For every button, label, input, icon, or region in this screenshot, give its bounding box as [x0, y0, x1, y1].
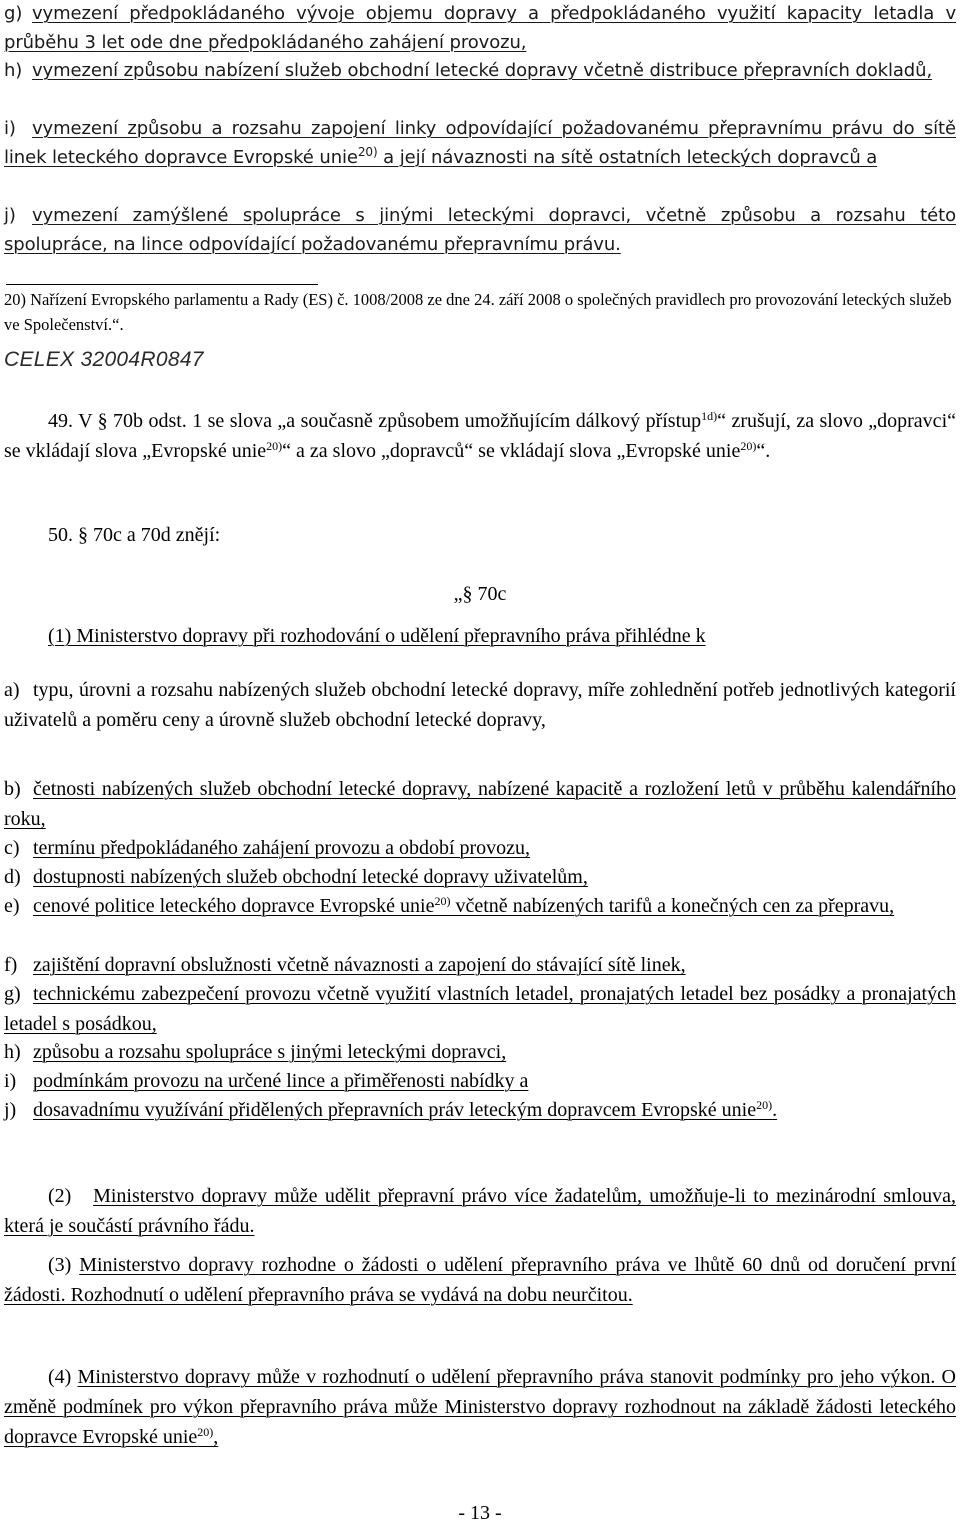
amendment-49: 49. V § 70b odst. 1 se slova „a současně způsobem umožňujícím dálkový přístup$^{1d)}$“ zrušují, za slovo „dopravci“ se vkládají slova „Evropské unie$^{20)}$“ a za slovo „dopravců“ se vkládají slova „Evropské unie$^{20)}$“. [4, 409, 956, 462]
footnote-ref: 20) [740, 439, 757, 453]
footnote-ref: 20) [434, 894, 451, 908]
sub-item-d [4, 862, 956, 892]
sub-item-text: způsobu a rozsahu spolupráce s jinými leteckými dopravci, [33, 1041, 507, 1063]
list-item-label: j) [4, 205, 16, 226]
list-item-j [4, 201, 956, 259]
sub-item-j [4, 1095, 956, 1125]
sub-item-label: g) [4, 983, 21, 1005]
list-item-text: vymezení způsobu a rozsahu zapojení linky odpovídající požadovanému přepravnímu právu do sítě linek leteckého dopravce Evropské unie$^{20)}$ a její návaznosti na sítě ostatních leteckých dopravců a [4, 118, 956, 168]
amendment-50: 50. § 70c a 70d znějí: [48, 524, 221, 546]
sub-item-text: podmínkám provozu na určené lince a přiměřenosti nabídky a [33, 1070, 529, 1092]
sub-item-text: termínu předpokládaného zahájení provozu a období provozu, [33, 837, 531, 859]
list-item-label: i) [4, 118, 16, 139]
celex-reference: CELEX 32004R0847 [4, 348, 204, 371]
subsection-number: (3) [48, 1254, 72, 1276]
sub-item-label: i) [4, 1070, 17, 1092]
sub-item-f [4, 950, 956, 980]
subsection-text: Ministerstvo dopravy rozhodne o žádosti o udělení přepravního práva ve lhůtě 60 dnů od doručení první žádosti. Rozhodnutí o udělení přepravního práva se vydává na dobu neurčitou. [4, 1254, 956, 1306]
list-item-label: h) [4, 60, 23, 81]
sub-item-text: zajištění dopravní obslužnosti včetně návaznosti a zapojení do stávající sítě linek, [33, 954, 686, 976]
footnote-ref: 20) [266, 439, 283, 453]
sub-item-text: četnosti nabízených služeb obchodní letecké dopravy, nabízené kapacitě a rozložení letů v průběhu kalendářního roku, [4, 778, 956, 830]
subsection-text: Ministerstvo dopravy může v rozhodnutí o udělení přepravního práva stanovit podmínky pro jeho výkon. O změně podmínek pro výkon přepravního práva může Ministerstvo dopravy rozhodnout na základě žádosti leteckého dopravce Evropské unie$^{20)}$, [4, 1366, 956, 1448]
footnote-ref: 20) [197, 1425, 214, 1439]
sub-item-e [4, 891, 956, 921]
footnote-ref: 20) [756, 1098, 773, 1112]
subsection-1-intro: (1) Ministerstvo dopravy při rozhodování o udělení přepravního práva přihlédne k [48, 625, 706, 647]
sub-item-text: typu, úrovni a rozsahu nabízených služeb obchodní letecké dopravy, míře zohlednění potřeb jednotlivých kategorií uživatelů a poměru ceny a úrovně služeb obchodní letecké dopravy, [4, 679, 956, 731]
footnote-ref: 20) [357, 145, 378, 159]
footnote: 20) Nařízení Evropského parlamentu a Rady (ES) č. 1008/2008 ze dne 24. září 2008 o společných pravidlech pro provozování leteckých služeb ve Společenství.“. [4, 290, 952, 334]
footnote-separator [6, 284, 318, 285]
sub-item-a [4, 675, 956, 735]
sub-item-i [4, 1066, 956, 1096]
sub-item-h [4, 1037, 956, 1067]
sub-item-label: f) [4, 954, 18, 976]
sub-item-b [4, 774, 956, 834]
subsection-number: (2) [48, 1185, 72, 1207]
list-item-text: vymezení způsobu nabízení služeb obchodní letecké dopravy včetně distribuce přepravních dokladů, [32, 60, 933, 81]
subsection-3 [4, 1250, 956, 1310]
sub-item-label: e) [4, 895, 20, 917]
page-number: - 13 - [458, 1502, 502, 1524]
list-item-label: g) [4, 3, 23, 24]
subsection-text: Ministerstvo dopravy může udělit přepravní právo více žadatelům, umožňuje-li to mezinárodní smlouva, která je součástí právního řádu. [4, 1185, 956, 1237]
list-item-g [4, 0, 956, 57]
sub-item-g [4, 979, 956, 1039]
subsection-2 [4, 1181, 956, 1241]
list-item-text: vymezení zamýšlené spolupráce s jinými leteckými dopravci, včetně způsobu a rozsahu této spolupráce, na lince odpovídající požadovanému přepravnímu právu. [4, 205, 956, 255]
sub-item-label: a) [4, 679, 20, 701]
sub-item-text: cenové politice leteckého dopravce Evropské unie$^{20)}$ včetně nabízených tarifů a konečných cen za přepravu, [33, 894, 895, 917]
sub-item-label: c) [4, 837, 20, 859]
sub-item-label: h) [4, 1041, 21, 1063]
list-item-text: vymezení předpokládaného vývoje objemu dopravy a předpokládaného využití kapacity letadla v průběhu 3 let ode dne předpokládaného zahájení provozu, [4, 3, 956, 53]
sub-item-c [4, 833, 956, 863]
subsection-4 [4, 1362, 956, 1452]
list-item-i [4, 114, 956, 172]
sub-item-label: j) [4, 1099, 17, 1121]
list-item-h [4, 56, 956, 85]
section-heading: „§ 70c [453, 583, 507, 605]
sub-item-text: dosavadnímu využívání přidělených přepravních práv leteckým dopravcem Evropské unie$^{20)}$. [33, 1098, 778, 1121]
sub-item-label: d) [4, 866, 21, 888]
sub-item-text: technickému zabezpečení provozu včetně využití vlastních letadel, pronajatých letadel bez posádky a pronajatých letadel s posádkou, [4, 983, 956, 1035]
sub-item-text: dostupnosti nabízených služeb obchodní letecké dopravy uživatelům, [33, 866, 588, 888]
subsection-number: (4) [48, 1366, 72, 1388]
sub-item-label: b) [4, 778, 21, 800]
footnote-ref: 1d) [701, 409, 718, 423]
